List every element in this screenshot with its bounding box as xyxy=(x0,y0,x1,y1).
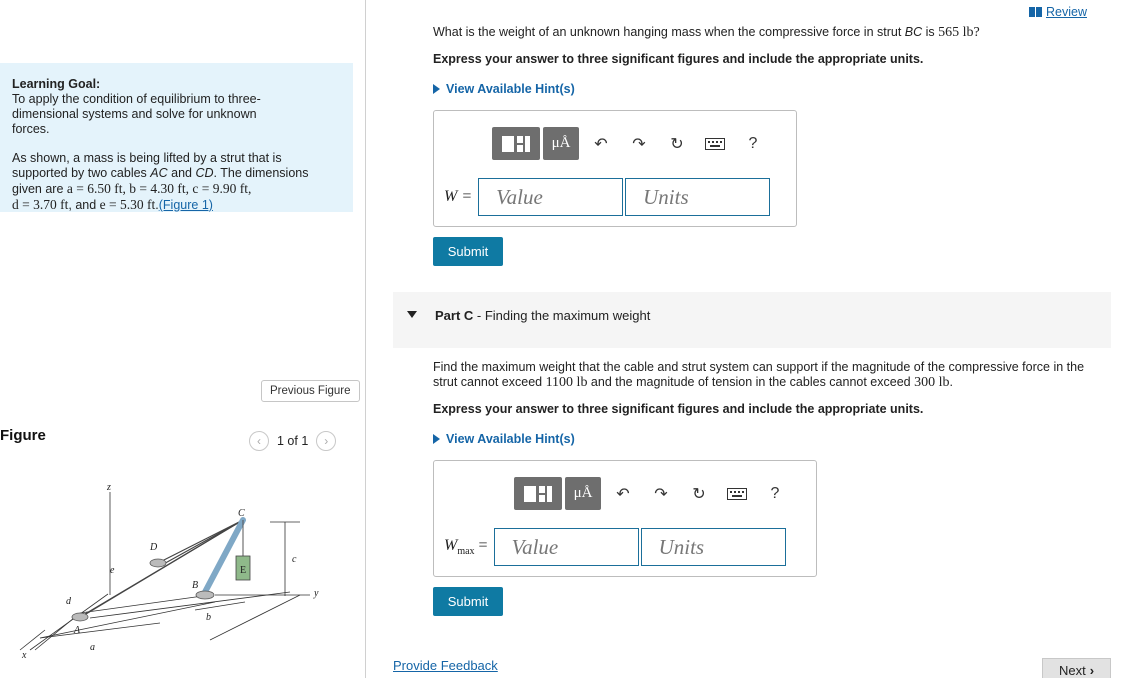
dims-1: a = 6.50 ft, b = 4.30 ft, c = 9.90 ft, xyxy=(66,181,252,196)
partc-wmax-label: $W_{max}$ = xyxy=(444,536,488,558)
redo-icon[interactable]: ↷ xyxy=(654,485,668,503)
figure-1-link[interactable]: (Figure 1) xyxy=(158,198,213,212)
learning-goal-heading: Learning Goal: xyxy=(12,77,101,91)
redo-icon[interactable]: ↷ xyxy=(632,135,646,153)
fig-label-d-dim: d xyxy=(66,596,71,607)
fig-label-e-dim: e xyxy=(110,565,115,576)
partc-question: Find the maximum weight that the cable and strut system can support if the magnitude of the compressive force in the strut cannot exceed 1100 lb and the magnitude of tension in the cables cannot exceed 300 lb. xyxy=(433,360,1085,390)
partb-units-input[interactable]: Units xyxy=(625,178,770,216)
review-link[interactable]: Review xyxy=(1029,5,1087,19)
partc-answer-box xyxy=(433,460,817,577)
figure-title: Figure xyxy=(0,427,46,444)
partc-value-input[interactable]: Value xyxy=(494,528,639,566)
partb-answer-box xyxy=(433,110,797,227)
prev-figure-chevron-icon[interactable]: ‹ xyxy=(249,431,269,451)
left-panel xyxy=(0,0,366,678)
template-icon[interactable] xyxy=(514,477,562,510)
help-icon[interactable]: ? xyxy=(770,484,780,502)
fig-label-d-point: D xyxy=(150,542,158,553)
partb-toolbar xyxy=(492,127,772,160)
reset-icon[interactable]: ↻ xyxy=(692,485,706,503)
partc-label: Part C xyxy=(435,308,474,323)
undo-icon[interactable]: ↶ xyxy=(616,485,630,503)
partc-hint-toggle[interactable]: View Available Hint(s) xyxy=(433,432,575,446)
help-icon[interactable]: ? xyxy=(748,134,758,152)
learning-goal-text: To apply the condition of equilibrium to three-dimensional systems and solve for unknown forces. xyxy=(12,92,261,136)
partb-hint-toggle[interactable]: View Available Hint(s) xyxy=(433,82,575,96)
fig-label-a-point: A xyxy=(74,625,81,636)
fig-label-x: x xyxy=(22,650,27,661)
fig-label-e-box: E xyxy=(240,565,247,576)
template-icon[interactable] xyxy=(492,127,540,160)
strut-cable-figure xyxy=(0,470,366,678)
units-symbol-button[interactable]: μÅ xyxy=(543,127,579,160)
learning-goal xyxy=(0,63,353,212)
dims-2: d = 3.70 ft xyxy=(12,197,69,212)
partb-instruction: Express your answer to three significant figures and include the appropriate units. xyxy=(433,52,924,66)
undo-icon[interactable]: ↶ xyxy=(594,135,608,153)
chevron-right-icon: › xyxy=(1089,662,1095,678)
partb-value-input[interactable]: Value xyxy=(478,178,623,216)
partb-w-label: W = xyxy=(444,188,473,205)
next-figure-chevron-icon[interactable]: › xyxy=(316,431,336,451)
fig-label-b-dim: b xyxy=(206,612,211,623)
reset-icon[interactable]: ↻ xyxy=(670,135,684,153)
partc-units-input[interactable]: Units xyxy=(641,528,786,566)
partb-input-row xyxy=(444,178,772,216)
figure-page-count: 1 of 1 xyxy=(277,434,309,448)
caret-right-icon xyxy=(433,434,440,444)
partc-instruction: Express your answer to three significant figures and include the appropriate units. xyxy=(433,402,924,416)
keyboard-icon[interactable] xyxy=(718,488,756,500)
figure-pager xyxy=(249,430,336,452)
units-symbol-button[interactable]: μÅ xyxy=(565,477,601,510)
provide-feedback-link[interactable]: Provide Feedback xyxy=(393,658,498,673)
collapse-caret-icon[interactable] xyxy=(407,311,417,318)
fig-label-c-dim: c xyxy=(292,554,297,565)
partb-question: What is the weight of an unknown hanging mass when the compressive force in strut BC is 565 lb? xyxy=(433,25,980,40)
partc-title: - Finding the maximum weight xyxy=(473,308,651,323)
problem-description: As shown, a mass is being lifted by a strut that is supported by two cables AC and CD. The dimensions given are a = 6.50 ft, b = 4.30 ft, c = 9.90 ft, d = 3.70 ft, and e = 5.30 ft.(Figure 1) xyxy=(12,151,309,212)
fig-label-z: z xyxy=(107,482,111,493)
partc-header[interactable] xyxy=(393,292,1111,348)
dims-e: e = 5.30 ft xyxy=(99,197,156,212)
previous-figure-button[interactable]: Previous Figure xyxy=(261,380,360,402)
fig-label-c-point: C xyxy=(238,508,245,519)
partc-input-row xyxy=(444,528,788,566)
caret-right-icon xyxy=(433,84,440,94)
fig-label-y: y xyxy=(314,588,319,599)
keyboard-icon[interactable] xyxy=(696,138,734,150)
partc-toolbar xyxy=(514,477,794,510)
book-icon xyxy=(1029,7,1042,17)
next-button[interactable]: Next › xyxy=(1042,658,1111,678)
fig-label-a-dim: a xyxy=(90,642,95,653)
partb-submit-button[interactable]: Submit xyxy=(433,237,503,266)
partc-submit-button[interactable]: Submit xyxy=(433,587,503,616)
fig-label-b-point: B xyxy=(192,580,199,591)
